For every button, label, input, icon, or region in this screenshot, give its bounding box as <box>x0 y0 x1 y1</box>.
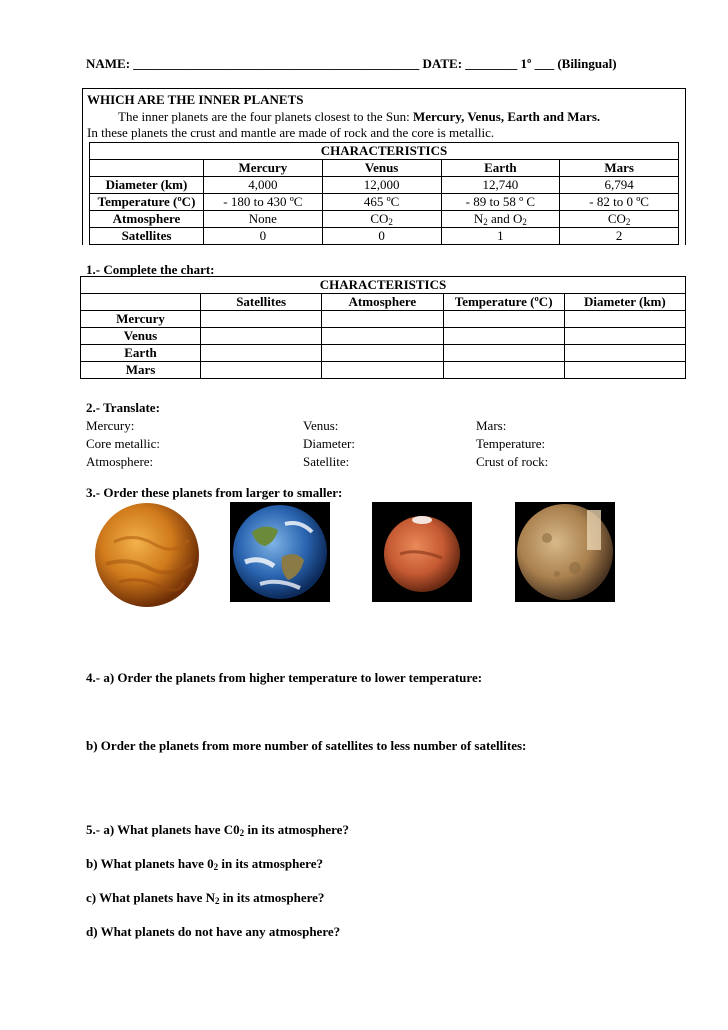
translate-col3 <box>476 417 548 471</box>
table-corner <box>81 294 201 311</box>
table-cell: - 82 to 0 ºC <box>560 194 679 211</box>
characteristics-table <box>89 142 679 245</box>
table-cell: 0 <box>322 228 441 245</box>
table-cell: - 89 to 58 º C <box>441 194 560 211</box>
col-header: Atmosphere <box>322 294 443 311</box>
translate-item[interactable]: Satellite: <box>303 454 350 469</box>
q5b <box>86 856 323 872</box>
row-header: Earth <box>81 345 201 362</box>
table-cell <box>322 211 441 228</box>
earth-image <box>230 502 330 602</box>
row-header: Venus <box>81 328 201 345</box>
table-cell: 12,740 <box>441 177 560 194</box>
table-cell: 2 <box>560 228 679 245</box>
formula-co2: CO <box>607 211 626 226</box>
table-cell: 6,794 <box>560 177 679 194</box>
row-header: Diameter (km) <box>90 177 204 194</box>
date-label: DATE: <box>422 56 463 71</box>
subscript: 2 <box>213 862 219 872</box>
course-label: 1º ___ (Bilingual) <box>520 56 617 71</box>
table-row <box>90 228 679 245</box>
table-cell: - 180 to 430 ºC <box>204 194 323 211</box>
q5c-text: c) What planets have N <box>86 890 216 905</box>
answer-cell[interactable] <box>201 345 322 362</box>
table-row <box>81 362 686 379</box>
table-cell <box>441 211 560 228</box>
name-blank[interactable]: ____________________________________________ <box>133 56 420 71</box>
table-cell: 465 ºC <box>322 194 441 211</box>
table-row <box>90 177 679 194</box>
answer-cell[interactable] <box>201 362 322 379</box>
q5a <box>86 822 349 838</box>
table-title: CHARACTERISTICS <box>81 277 686 294</box>
table-title: CHARACTERISTICS <box>90 143 679 160</box>
subscript: 2 <box>625 217 631 227</box>
table-row <box>90 194 679 211</box>
q5c <box>86 890 324 906</box>
intro-line1-bold: Mercury, Venus, Earth and Mars. <box>412 109 601 124</box>
table-cell: 4,000 <box>204 177 323 194</box>
name-label: NAME: <box>86 56 131 71</box>
intro-line2: In these planets the crust and mantle are made of rock and the core is metallic. <box>87 125 495 140</box>
translate-item[interactable]: Venus: <box>303 418 339 433</box>
subscript: 2 <box>215 896 220 906</box>
table-cell <box>560 211 679 228</box>
answer-cell[interactable] <box>322 345 443 362</box>
translate-col1 <box>86 417 160 471</box>
answer-cell[interactable] <box>443 362 564 379</box>
translate-item[interactable]: Mars: <box>476 418 507 433</box>
answer-cell[interactable] <box>322 311 443 328</box>
col-header: Venus <box>322 160 441 177</box>
translate-item[interactable]: Atmosphere: <box>86 454 154 469</box>
formula-o2: and O <box>487 211 523 226</box>
subscript: 2 <box>239 828 245 838</box>
table-row <box>81 328 686 345</box>
answer-cell[interactable] <box>322 362 443 379</box>
q2-title: 2.- Translate: <box>86 400 160 415</box>
answer-cell[interactable] <box>564 311 685 328</box>
mars-image <box>372 502 472 602</box>
mercury-image <box>515 502 615 602</box>
table-cell: 12,000 <box>322 177 441 194</box>
table-row <box>81 311 686 328</box>
col-header: Mercury <box>204 160 323 177</box>
col-header: Temperature (ºC) <box>443 294 564 311</box>
translate-item[interactable]: Mercury: <box>86 418 135 433</box>
answer-cell[interactable] <box>443 328 564 345</box>
col-header: Satellites <box>201 294 322 311</box>
table-row <box>81 345 686 362</box>
q4a: 4.- a) Order the planets from higher temperature to lower temperature: <box>86 670 483 685</box>
table-corner <box>90 160 204 177</box>
answer-cell[interactable] <box>322 328 443 345</box>
col-header: Diameter (km) <box>564 294 685 311</box>
translate-col2 <box>303 417 355 471</box>
answer-cell[interactable] <box>443 345 564 362</box>
intro-line1 <box>118 109 600 125</box>
q3-title: 3.- Order these planets from larger to smaller: <box>86 485 343 500</box>
intro-line1-text: The inner planets are the four planets closest to the Sun: <box>118 109 410 124</box>
answer-cell[interactable] <box>443 311 564 328</box>
intro-box <box>82 88 686 245</box>
row-header: Satellites <box>90 228 204 245</box>
q1-title: 1.- Complete the chart: <box>86 262 215 277</box>
formula-n2: N <box>473 211 484 226</box>
col-header: Earth <box>441 160 560 177</box>
translate-item[interactable]: Diameter: <box>303 436 355 451</box>
table-cell: None <box>204 211 323 228</box>
q5d: d) What planets do not have any atmosphere? <box>86 924 341 939</box>
answer-cell[interactable] <box>201 311 322 328</box>
q5a-text: 5.- a) What planets have C0 <box>86 822 240 837</box>
subscript: 2 <box>522 217 527 227</box>
q5b-text-end: in its atmosphere? <box>218 856 323 871</box>
subscript: 2 <box>388 217 393 227</box>
row-header: Mars <box>81 362 201 379</box>
complete-chart-table <box>80 276 686 379</box>
row-header: Atmosphere <box>90 211 204 228</box>
row-header: Temperature (ºC) <box>90 194 204 211</box>
translate-item[interactable]: Temperature: <box>476 436 546 451</box>
q4b: b) Order the planets from more number of satellites to less number of satellites: <box>86 738 527 753</box>
col-header: Mars <box>560 160 679 177</box>
date-blank[interactable]: ________ <box>465 56 518 71</box>
answer-cell[interactable] <box>201 328 322 345</box>
table-cell: 1 <box>441 228 560 245</box>
answer-cell[interactable] <box>564 362 685 379</box>
table-row <box>90 211 679 228</box>
table-cell: 0 <box>204 228 323 245</box>
row-header: Mercury <box>81 311 201 328</box>
subscript: 2 <box>483 217 488 227</box>
translate-item[interactable]: Crust of rock: <box>476 454 549 469</box>
translate-item[interactable]: Core metallic: <box>86 436 161 451</box>
q5a-text-end: in its atmosphere? <box>244 822 349 837</box>
q5c-text-end: in its atmosphere? <box>219 890 325 905</box>
intro-title: WHICH ARE THE INNER PLANETS <box>87 92 304 107</box>
venus-image <box>94 502 200 608</box>
answer-cell[interactable] <box>564 328 685 345</box>
formula-co2: CO <box>370 211 389 226</box>
q5b-text: b) What planets have 0 <box>86 856 214 871</box>
header-line <box>86 56 617 72</box>
answer-cell[interactable] <box>564 345 685 362</box>
